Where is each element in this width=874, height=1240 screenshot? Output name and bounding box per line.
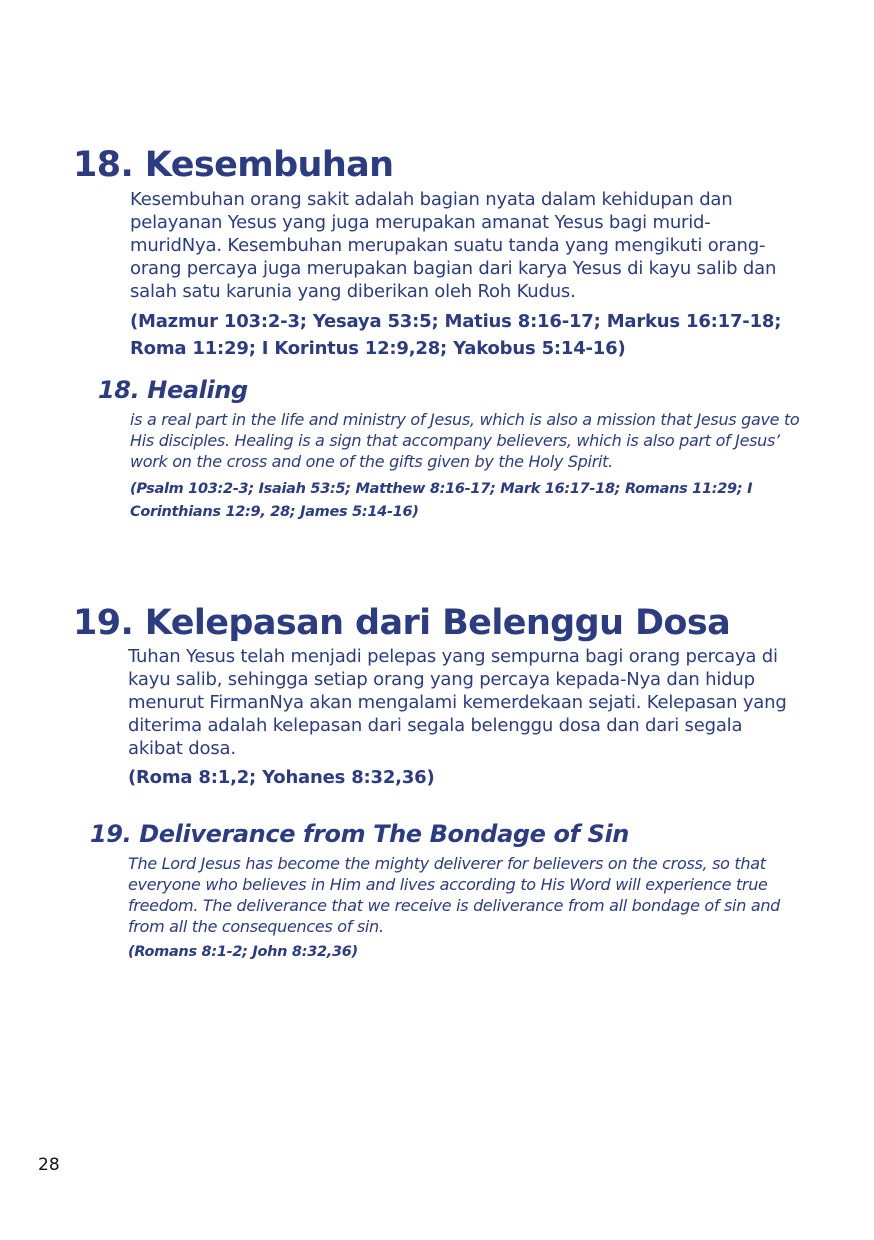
section-references-en: (Romans 8:1-2; John 8:32,36) [128, 944, 358, 960]
section-heading-id: 19. Kelepasan dari Belenggu Dosa [73, 603, 731, 643]
section-heading-id: 18. Kesembuhan [73, 145, 394, 185]
section-body-id: Kesembuhan orang sakit adalah bagian nyata dalam kehidupan dan pelayanan Yesus yang juga merupakan amanat Yesus bagi murid-muridNya. Kesembuhan merupakan suatu tanda yang mengikuti orang-orang percaya juga merupakan bagian dari karya Yesus di kayu salib dan salah satu karunia yang diberikan oleh Roh Kudus. [130, 189, 777, 302]
section-references-id: (Roma 8:1,2; Yohanes 8:32,36) [128, 767, 435, 788]
page-number: 28 [38, 1155, 60, 1175]
section-heading-en: 18. Healing [98, 376, 248, 404]
section-references-id: (Mazmur 103:2-3; Yesaya 53:5; Matius 8:16-17; Markus 16:17-18; Roma 11:29; I Korintus 12:9,28; Yakobus 5:14-16) [130, 311, 782, 359]
section-heading-en: 19. Deliverance from The Bondage of Sin [90, 820, 629, 848]
section-body-en: The Lord Jesus has become the mighty deliverer for believers on the cross, so that everyone who believes in Him and lives according to His Word will experience true freedom. The deliverance that we receive is deliverance from all bondage of sin and from all the consequences of sin. [128, 854, 781, 936]
section-references-en: (Psalm 103:2-3; Isaiah 53:5; Matthew 8:16-17; Mark 16:17-18; Romans 11:29; I Corinthians 12:9, 28; James 5:14-16) [130, 481, 753, 520]
section-body-en: is a real part in the life and ministry of Jesus, which is also a mission that Jesus gave to His disciples. Healing is a sign that accompany believers, which is also part of Jesus’ work on the cross and one of the gifts given by the Holy Spirit. [130, 410, 800, 471]
section-body-id: Tuhan Yesus telah menjadi pelepas yang sempurna bagi orang percaya di kayu salib, sehingga setiap orang yang percaya kepada-Nya dan hidup menurut FirmanNya akan mengalami kemerdekaan sejati. Kelepasan yang diterima adalah kelepasan dari segala belenggu dosa dan dari segala akibat dosa. [128, 646, 787, 759]
